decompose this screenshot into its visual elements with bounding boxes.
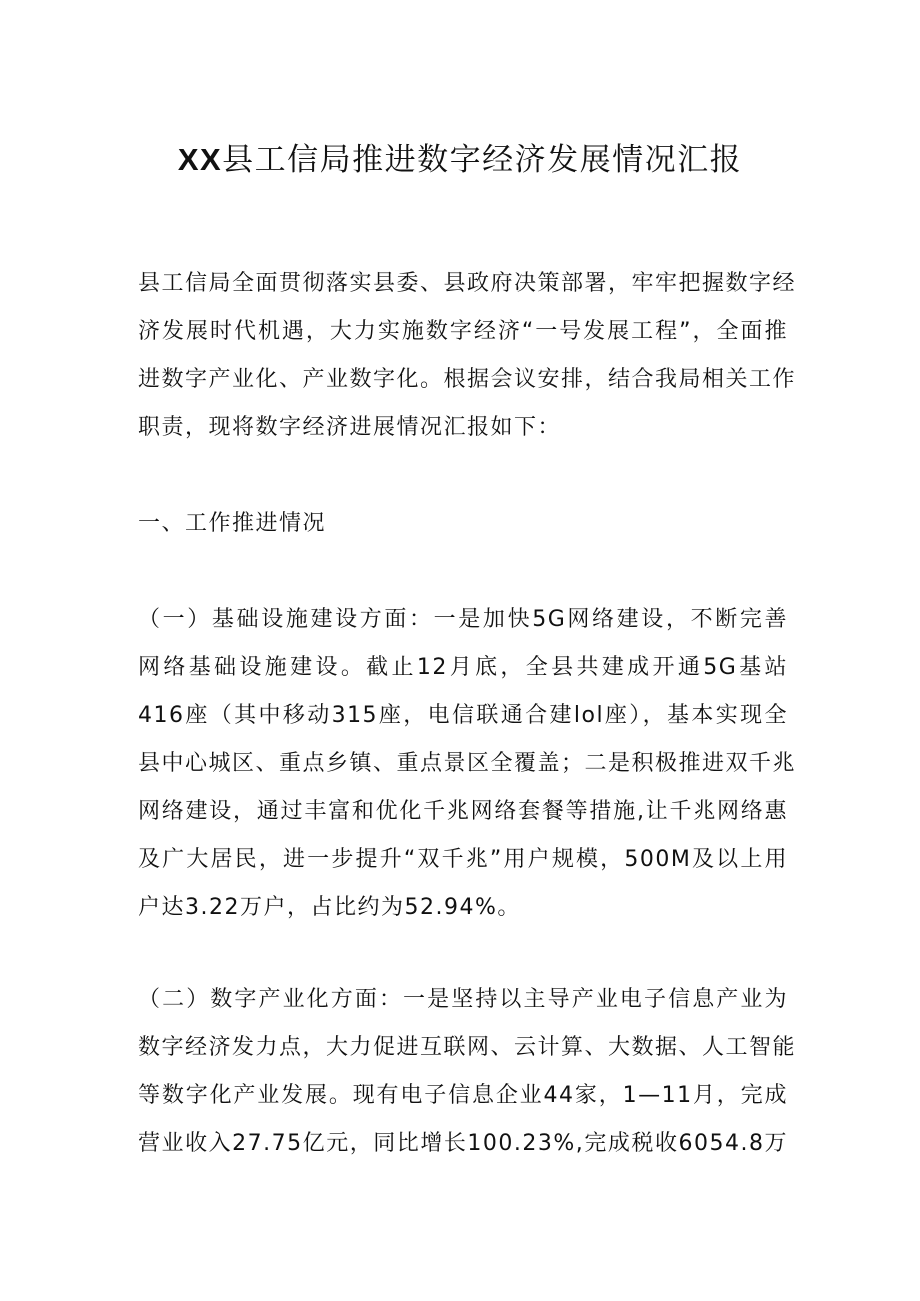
- section-heading: 一、工作推进情况: [138, 511, 327, 536]
- paragraph-line: （一）基础设施建设方面：一是加快5G网络建设，不断完善: [138, 607, 788, 632]
- infrastructure-paragraph: [138, 596, 797, 932]
- paragraph-line: 济发展时代机遇，大力实施数字经济“一号发展工程”，全面推: [138, 319, 788, 344]
- paragraph-line: 职责，现将数字经济进展情况汇报如下：: [138, 415, 562, 440]
- paragraph-line: 及广大居民，进一步提升“双千兆”用户规模，500M及以上用: [138, 847, 788, 872]
- document-title: [0, 138, 920, 182]
- paragraph-line: 县工信局全面贯彻落实县委、县政府决策部署，牢牢把握数字经: [138, 271, 797, 296]
- paragraph-line: 营业收入27.75亿元，同比增长100.23%,完成税收6054.8万: [138, 1131, 788, 1156]
- paragraph-line: （二）数字产业化方面：一是坚持以主导产业电子信息产业为: [138, 987, 788, 1012]
- paragraph-line: 416座（其中移动315座，电信联通合建lol座），基本实现全: [138, 703, 788, 728]
- paragraph-line: 进数字产业化、产业数字化。根据会议安排，结合我局相关工作: [138, 367, 797, 392]
- digital-industry-paragraph: [138, 976, 797, 1168]
- title-prefix: XX: [177, 142, 223, 177]
- title-main: 县工信局推进数字经济发展情况汇报: [222, 142, 743, 178]
- intro-paragraph: [138, 260, 797, 452]
- paragraph-line: 数字经济发力点，大力促进互联网、云计算、大数据、人工智能: [138, 1035, 797, 1060]
- paragraph-line: 县中心城区、重点乡镇、重点景区全覆盖；二是积极推进双千兆: [138, 751, 797, 776]
- paragraph-line: 网络建设，通过丰富和优化千兆网络套餐等措施,让千兆网络惠: [138, 799, 788, 824]
- paragraph-line: 等数字化产业发展。现有电子信息企业44家，1—11月，完成: [138, 1083, 788, 1108]
- paragraph-line: 网络基础设施建设。截止12月底，全县共建成开通5G基站: [138, 655, 788, 680]
- paragraph-line: 户达3.22万户，占比约为52.94%。: [138, 895, 521, 920]
